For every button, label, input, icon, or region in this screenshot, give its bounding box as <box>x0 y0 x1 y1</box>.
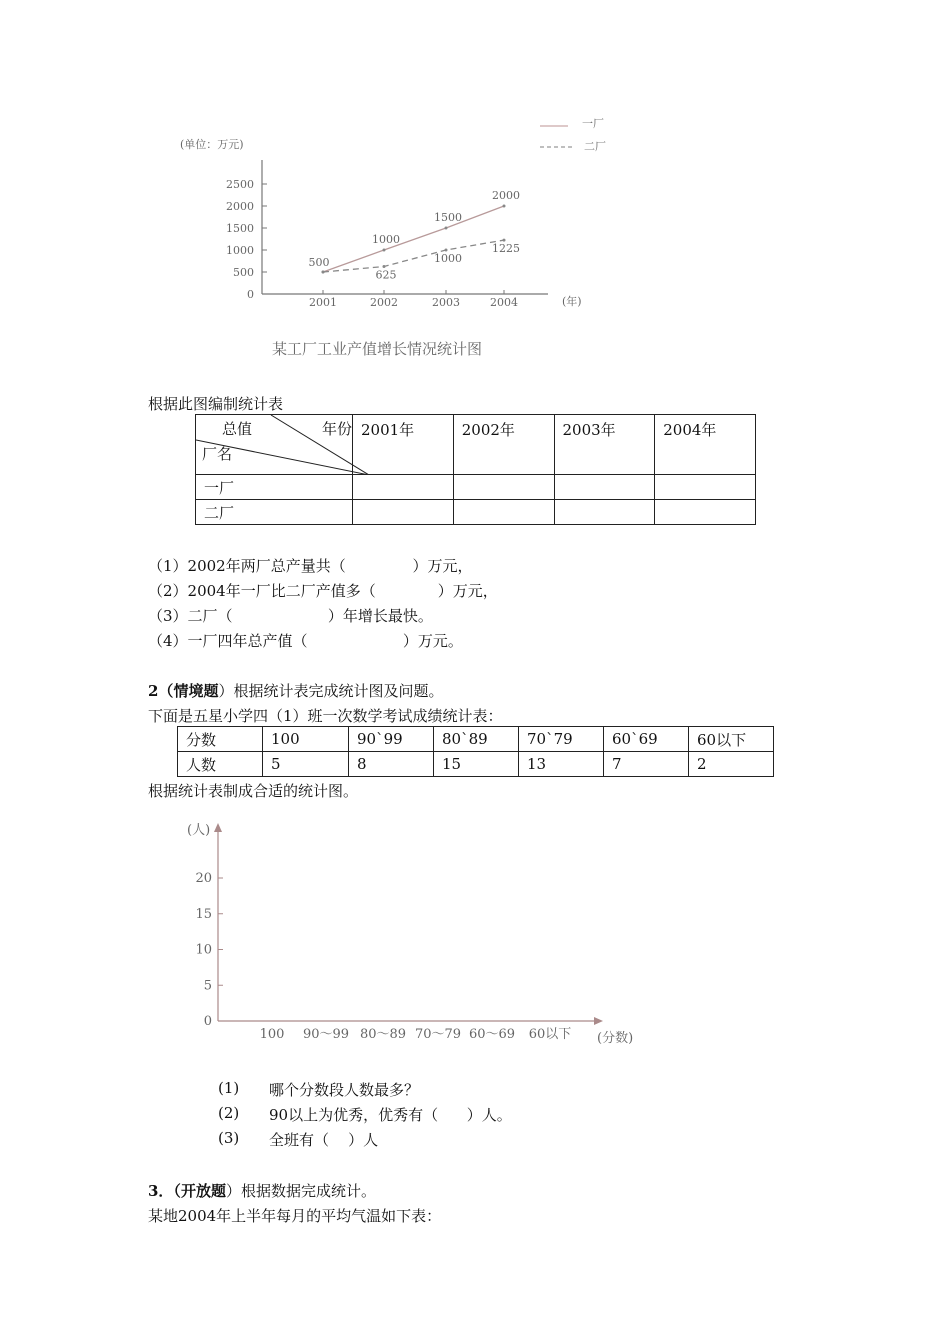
score-stats-table <box>177 726 774 777</box>
y-tick-label: 2500 <box>226 178 254 191</box>
table-cell[interactable] <box>453 475 554 500</box>
y-tick-label: 0 <box>203 1014 212 1029</box>
count-cell: 2 <box>689 752 774 777</box>
count-cell: 5 <box>263 752 349 777</box>
s2-question-3-num: (3) <box>218 1129 240 1147</box>
data-point <box>322 271 325 274</box>
x-tick-label: 100 <box>259 1027 285 1042</box>
x-tick-label: 2001 <box>309 296 337 309</box>
x-tick-label: 60～69 <box>468 1027 516 1042</box>
table-cell[interactable] <box>353 500 454 525</box>
table-cell[interactable] <box>655 475 756 500</box>
table-cell[interactable] <box>353 475 454 500</box>
data-label: 1000 <box>434 252 462 265</box>
row-label: 一厂 <box>196 475 353 500</box>
section2-num: 2（ <box>148 682 174 700</box>
table-corner-cell <box>196 415 353 475</box>
chart-title: 某工厂工业产值增长情况统计图 <box>272 340 483 358</box>
series-line-dashed <box>323 240 504 272</box>
question-1: （1）2002年两厂总产量共（ ）万元， <box>148 557 473 575</box>
s2-question-2 <box>218 1104 512 1124</box>
y-tick-label: 5 <box>203 978 212 994</box>
data-label: 2000 <box>492 189 520 202</box>
count-cell: 7 <box>604 752 689 777</box>
corner-top-label: 总值 <box>222 420 253 438</box>
series-line-solid <box>323 206 504 272</box>
x-tick-label: 90～99 <box>302 1027 350 1042</box>
s2-question-2-text: 90以上为优秀，优秀有（ ）人。 <box>269 1106 512 1124</box>
section2-title-rest: ）根据统计表完成统计图及问题。 <box>218 682 444 700</box>
section3-title <box>148 1180 376 1201</box>
x-tick-label: 2003 <box>432 296 460 309</box>
y-tick-label: 1000 <box>226 244 254 257</box>
data-label: 1500 <box>434 211 462 224</box>
score-header: 70`79 <box>519 727 604 752</box>
score-header: 80`89 <box>434 727 519 752</box>
data-point <box>383 249 386 252</box>
question-4: （4）一厂四年总产值（ ）万元。 <box>148 632 463 650</box>
section3-intro: 某地2004年上半年每月的平均气温如下表： <box>148 1207 442 1225</box>
data-point <box>445 227 448 230</box>
x-axis-label: (分数) <box>597 1031 634 1046</box>
s2-question-1-num: (1) <box>218 1079 240 1097</box>
count-cell: 15 <box>434 752 519 777</box>
y-tick-label: 1500 <box>226 222 254 235</box>
data-label: 500 <box>308 256 330 269</box>
question-2: （2）2004年一厂比二厂产值多（ ）万元， <box>148 582 498 600</box>
count-cell: 8 <box>349 752 434 777</box>
y-tick-label: 2000 <box>226 200 254 213</box>
row-label: 二厂 <box>196 500 353 525</box>
section2-title <box>148 680 443 701</box>
y-tick-label: 10 <box>195 942 212 958</box>
y-axis-label: (人) <box>187 823 211 838</box>
count-cell: 人数 <box>178 752 263 777</box>
table-cell[interactable] <box>655 500 756 525</box>
y-axis-arrow <box>214 823 222 832</box>
section2-tag: 情境题 <box>173 682 219 700</box>
section3-title-rest: ）根据数据完成统计。 <box>225 1182 376 1200</box>
x-tick-label: 70～79 <box>414 1027 462 1042</box>
section3-num: 3．（ <box>148 1182 181 1200</box>
x-axis-arrow <box>594 1017 603 1025</box>
s2-question-3 <box>218 1129 379 1149</box>
s2-question-1 <box>218 1079 420 1099</box>
year-header: 2001年 <box>353 415 454 475</box>
score-header: 60以下 <box>689 727 774 752</box>
year-header: 2003年 <box>554 415 655 475</box>
section2-intro: 下面是五星小学四（1）班一次数学考试成绩统计表： <box>148 707 503 725</box>
x-tick-label: 2004 <box>490 296 518 309</box>
y-tick-label: 20 <box>195 871 212 886</box>
corner-right-label: 年份 <box>322 420 353 438</box>
section3-tag: 开放题 <box>180 1182 226 1200</box>
score-bar-chart <box>180 815 650 1050</box>
count-cell: 13 <box>519 752 604 777</box>
score-header: 分数 <box>178 727 263 752</box>
s2-question-3-text: 全班有（ ）人 <box>269 1131 379 1149</box>
factory-stats-table <box>195 414 756 525</box>
s2-question-2-num: (2) <box>218 1104 240 1122</box>
table-cell[interactable] <box>554 475 655 500</box>
data-label: 1000 <box>372 233 400 246</box>
x-tick-label: 60以下 <box>528 1027 572 1042</box>
score-header: 90`99 <box>349 727 434 752</box>
year-header: 2002年 <box>453 415 554 475</box>
year-header: 2004年 <box>655 415 756 475</box>
section1-intro: 根据此图编制统计表 <box>148 395 284 413</box>
score-header: 60`69 <box>604 727 689 752</box>
y-tick-label: 0 <box>247 288 254 301</box>
x-axis-unit-label: (年) <box>562 295 582 308</box>
legend-series-1: 一厂 <box>582 117 604 130</box>
score-header: 100 <box>263 727 349 752</box>
data-point <box>503 205 506 208</box>
y-axis-unit-label: (单位：万元) <box>180 138 244 151</box>
table-cell[interactable] <box>554 500 655 525</box>
y-tick-label: 500 <box>233 266 254 279</box>
data-label: 1225 <box>492 242 520 256</box>
y-tick-label: 15 <box>195 906 212 922</box>
section2-after: 根据统计表制成合适的统计图。 <box>148 782 359 800</box>
data-label: 625 <box>375 268 397 282</box>
table-cell[interactable] <box>453 500 554 525</box>
factory-output-line-chart <box>160 115 620 365</box>
x-tick-label: 2002 <box>370 296 398 309</box>
legend-series-2: 二厂 <box>584 140 606 153</box>
x-tick-label: 80～89 <box>359 1027 407 1042</box>
corner-bottom-label: 厂名 <box>202 445 233 463</box>
s2-question-1-text: 哪个分数段人数最多？ <box>269 1081 420 1099</box>
question-3: （3）二厂（ ）年增长最快。 <box>148 607 433 625</box>
